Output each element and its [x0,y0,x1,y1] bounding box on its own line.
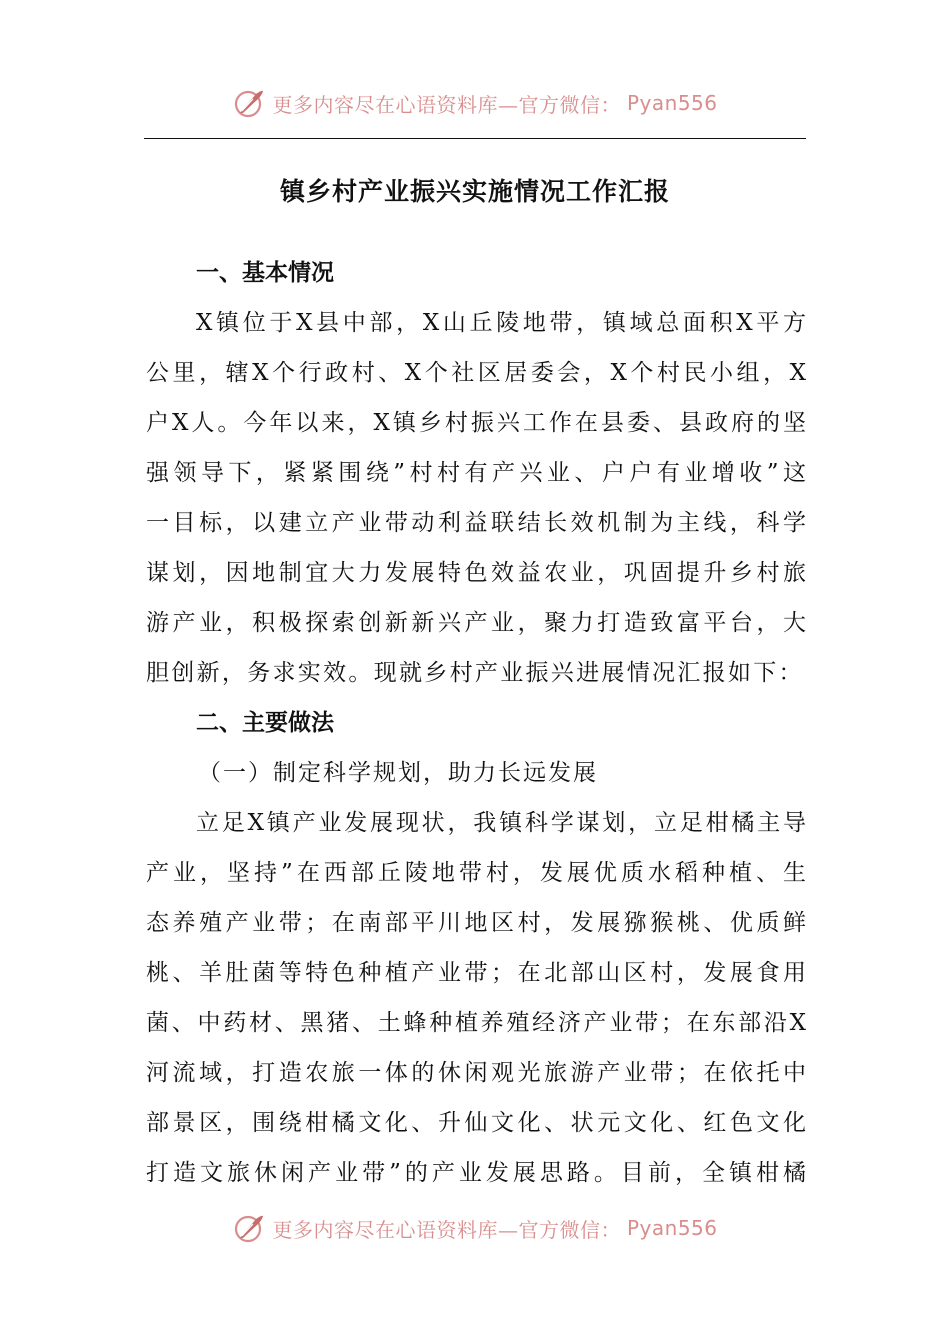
quill-pen-logo-icon [232,86,266,120]
paragraph-line: 游产业，积极探索创新新兴产业，聚力打造致富平台，大 [146,610,806,636]
paragraph-line: 菌、中药材、黑猪、土蜂种植养殖经济产业带；在东部沿X [146,1010,806,1036]
paragraph-line: 立足X镇产业发展现状，我镇科学谋划，立足柑橘主导 [196,810,806,836]
section-heading-basic-info: 一、基本情况 [196,260,334,286]
paragraph-line: 胆创新，务求实效。现就乡村产业振兴进展情况汇报如下： [146,660,804,686]
paragraph-line: 强领导下，紧紧围绕”村村有产兴业、户户有业增收”这 [146,460,806,486]
paragraph-line: 桃、羊肚菌等特色种植产业带；在北部山区村，发展食用 [146,960,806,986]
section-heading-main-practices: 二、主要做法 [196,710,334,736]
watermark-text: 更多内容尽在心语资料库—官方微信： [272,1217,621,1242]
paragraph-line: X镇位于X县中部，X山丘陵地带，镇域总面积X平方 [196,310,806,336]
document-body [146,248,806,1198]
watermark-text: 更多内容尽在心语资料库—官方微信： [272,92,621,117]
quill-pen-logo-icon [232,1211,266,1245]
watermark-wechat-id: Pyan556 [626,91,718,115]
paragraph-line: 部景区，围绕柑橘文化、升仙文化、状元文化、红色文化 [146,1110,806,1136]
subsection-heading-planning: （一）制定科学规划，助力长远发展 [198,760,598,786]
header-watermark [0,83,950,123]
document-title: 镇乡村产业振兴实施情况工作汇报 [279,177,670,206]
paragraph-line: 谋划，因地制宜大力发展特色效益农业，巩固提升乡村旅 [146,560,806,586]
paragraph-line: 户X人。今年以来，X镇乡村振兴工作在县委、县政府的坚 [146,410,806,436]
paragraph-line: 态养殖产业带；在南部平川地区村，发展猕猴桃、优质鲜 [146,910,806,936]
paragraph-line: 产业，坚持”在西部丘陵地带村，发展优质水稻种植、生 [146,860,806,886]
watermark-wechat-id: Pyan556 [626,1216,718,1240]
header-divider [144,138,806,139]
paragraph-line: 打造文旅休闲产业带”的产业发展思路。目前，全镇柑橘 [146,1160,806,1186]
paragraph-line: 公里，辖X个行政村、X个社区居委会，X个村民小组，X [146,360,806,386]
paragraph-line: 河流域，打造农旅一体的休闲观光旅游产业带；在依托中 [146,1060,806,1086]
footer-watermark [0,1208,950,1248]
paragraph-line: 一目标，以建立产业带动利益联结长效机制为主线，科学 [146,510,806,536]
